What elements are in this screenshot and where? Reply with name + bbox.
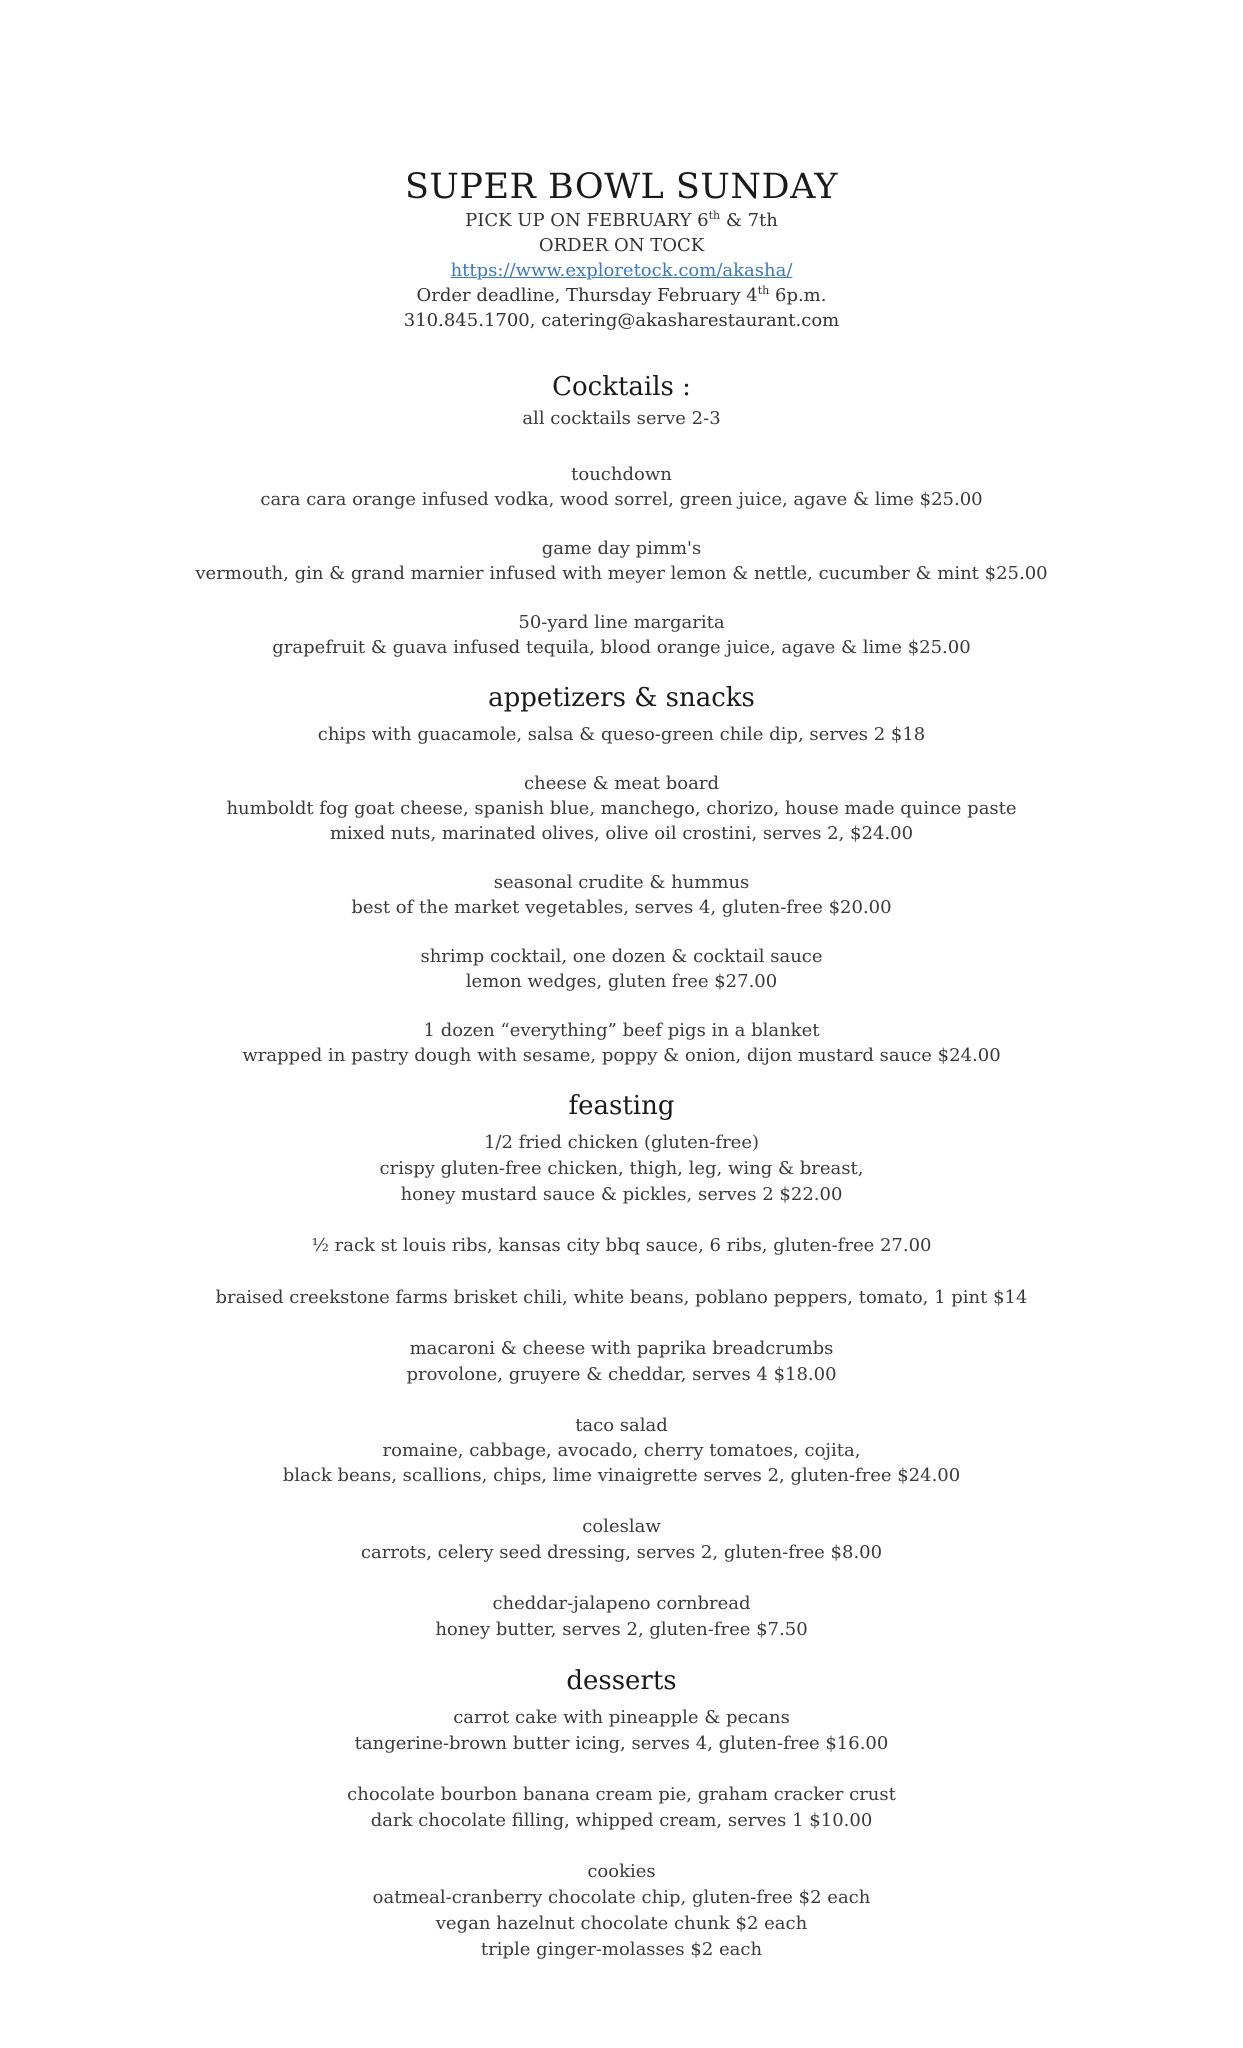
menu-line: crispy gluten-free chicken, thigh, leg, wing & breast, (379, 1158, 864, 1179)
contact-info: 310.845.1700, catering@akasharestaurant.com (403, 310, 840, 331)
menu-line: ½ rack st louis ribs, kansas city bbq sauce, 6 ribs, gluten-free 27.00 (311, 1235, 932, 1256)
feasting-heading: feasting (568, 1091, 675, 1121)
menu-line: best of the market vegetables, serves 4, gluten-free $20.00 (351, 897, 892, 918)
menu-line: coleslaw (582, 1516, 661, 1537)
menu-line: mixed nuts, marinated olives, olive oil crostini, serves 2, $24.00 (329, 823, 914, 844)
menu-line: macaroni & cheese with paprika breadcrumbs (409, 1338, 834, 1359)
tock-link[interactable]: https://www.exploretock.com/akasha/ (450, 260, 793, 281)
menu-line: wrapped in pastry dough with sesame, poppy & onion, dijon mustard sauce $24.00 (242, 1045, 1001, 1066)
appetizers-heading: appetizers & snacks (488, 683, 755, 713)
menu-line: provolone, gruyere & cheddar, serves 4 $18.00 (406, 1364, 837, 1385)
order-deadline: Order deadline, Thursday February 4th 6p.m. (416, 284, 827, 306)
menu-line: honey butter, serves 2, gluten-free $7.50 (435, 1619, 808, 1640)
order-on-tock: ORDER ON TOCK (538, 235, 705, 256)
menu-line: seasonal crudite & hummus (493, 872, 750, 893)
menu-line: carrots, celery seed dressing, serves 2, gluten-free $8.00 (360, 1542, 883, 1563)
menu-line: lemon wedges, gluten free $27.00 (465, 971, 778, 992)
cocktail-desc: cara cara orange infused vodka, wood sorrel, green juice, agave & lime $25.00 (260, 489, 983, 510)
menu-line: black beans, scallions, chips, lime vinaigrette serves 2, gluten-free $24.00 (282, 1465, 961, 1486)
menu-line: carrot cake with pineapple & pecans (453, 1707, 790, 1728)
menu-line: romaine, cabbage, avocado, cherry tomatoes, cojita, (382, 1440, 861, 1461)
cocktails-heading: Cocktails : (552, 372, 691, 402)
menu-line: taco salad (575, 1415, 668, 1436)
menu-line: 1 dozen “everything” beef pigs in a blanket (423, 1020, 820, 1041)
menu-line: braised creekstone farms brisket chili, white beans, poblano peppers, tomato, 1 pint $14 (215, 1287, 1028, 1308)
menu-line: 1/2 fried chicken (gluten-free) (483, 1132, 760, 1153)
menu-line: cheese & meat board (524, 773, 719, 794)
cocktail-name: touchdown (571, 464, 672, 485)
menu-line: humboldt fog goat cheese, spanish blue, manchego, chorizo, house made quince paste (226, 798, 1017, 819)
tock-link-row (0, 258, 1243, 283)
menu-line: triple ginger-molasses $2 each (480, 1939, 763, 1960)
cocktail-name: 50-yard line margarita (518, 612, 725, 633)
menu-line: vegan hazelnut chocolate chunk $2 each (435, 1913, 808, 1934)
cocktail-desc: grapefruit & guava infused tequila, blood orange juice, agave & lime $25.00 (272, 637, 971, 658)
cocktail-name: game day pimm's (541, 538, 702, 559)
menu-line: chips with guacamole, salsa & queso-green chile dip, serves 2 $18 (317, 724, 926, 745)
menu-line: oatmeal-cranberry chocolate chip, gluten-free $2 each (372, 1887, 871, 1908)
cocktail-desc: vermouth, gin & grand marnier infused with meyer lemon & nettle, cucumber & mint $25.00 (195, 563, 1048, 584)
menu-line: shrimp cocktail, one dozen & cocktail sauce (420, 946, 823, 967)
menu-line: tangerine-brown butter icing, serves 4, gluten-free $16.00 (354, 1733, 889, 1754)
cocktails-note: all cocktails serve 2-3 (522, 408, 721, 429)
menu-line: cookies (587, 1861, 656, 1882)
desserts-heading: desserts (566, 1666, 677, 1696)
menu-line: honey mustard sauce & pickles, serves 2 $22.00 (400, 1184, 843, 1205)
menu-line: cheddar-jalapeno cornbread (492, 1593, 751, 1614)
menu-line: chocolate bourbon banana cream pie, graham cracker crust (347, 1784, 896, 1805)
menu-line: dark chocolate filling, whipped cream, serves 1 $10.00 (370, 1810, 873, 1831)
page-title: SUPER BOWL SUNDAY (404, 167, 839, 207)
pickup-dates: PICK UP ON FEBRUARY 6th & 7th (465, 209, 778, 231)
